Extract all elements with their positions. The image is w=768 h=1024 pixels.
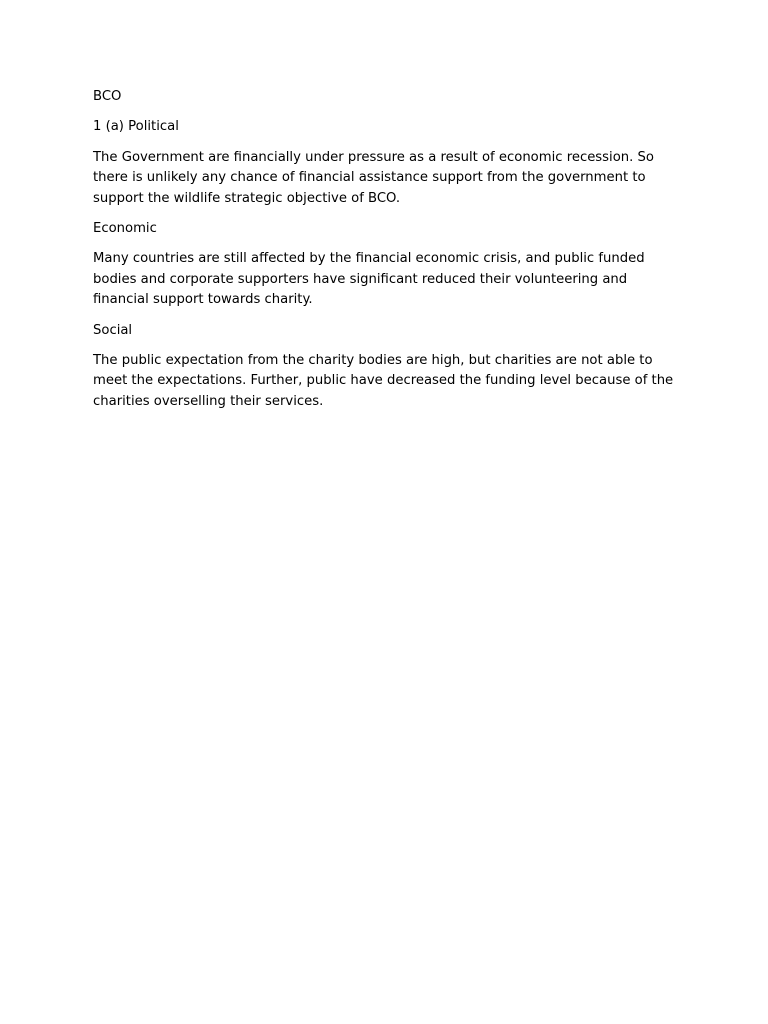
document-body [93,87,683,422]
section-body-social: The public expectation from the charity bodies are high, but charities are not able to meet the expectations. Further, public have decreased the funding level because of the charities overselling their services. [93,353,674,409]
section-body-political: The Government are financially under pressure as a result of economic recession. So there is unlikely any chance of financial assistance support from the government to support the wildlife strategic objective of BCO. [93,149,654,206]
section-body-economic: Many countries are still affected by the financial economic crisis, and public funded bodies and corporate supporters have significant reduced their volunteering and financial support towards charity. [93,251,645,308]
document-title: BCO [93,89,122,104]
section-heading-social: Social [93,322,133,338]
section-heading-political: 1 (a) Political [93,119,179,135]
section-heading-economic: Economic [93,221,157,237]
